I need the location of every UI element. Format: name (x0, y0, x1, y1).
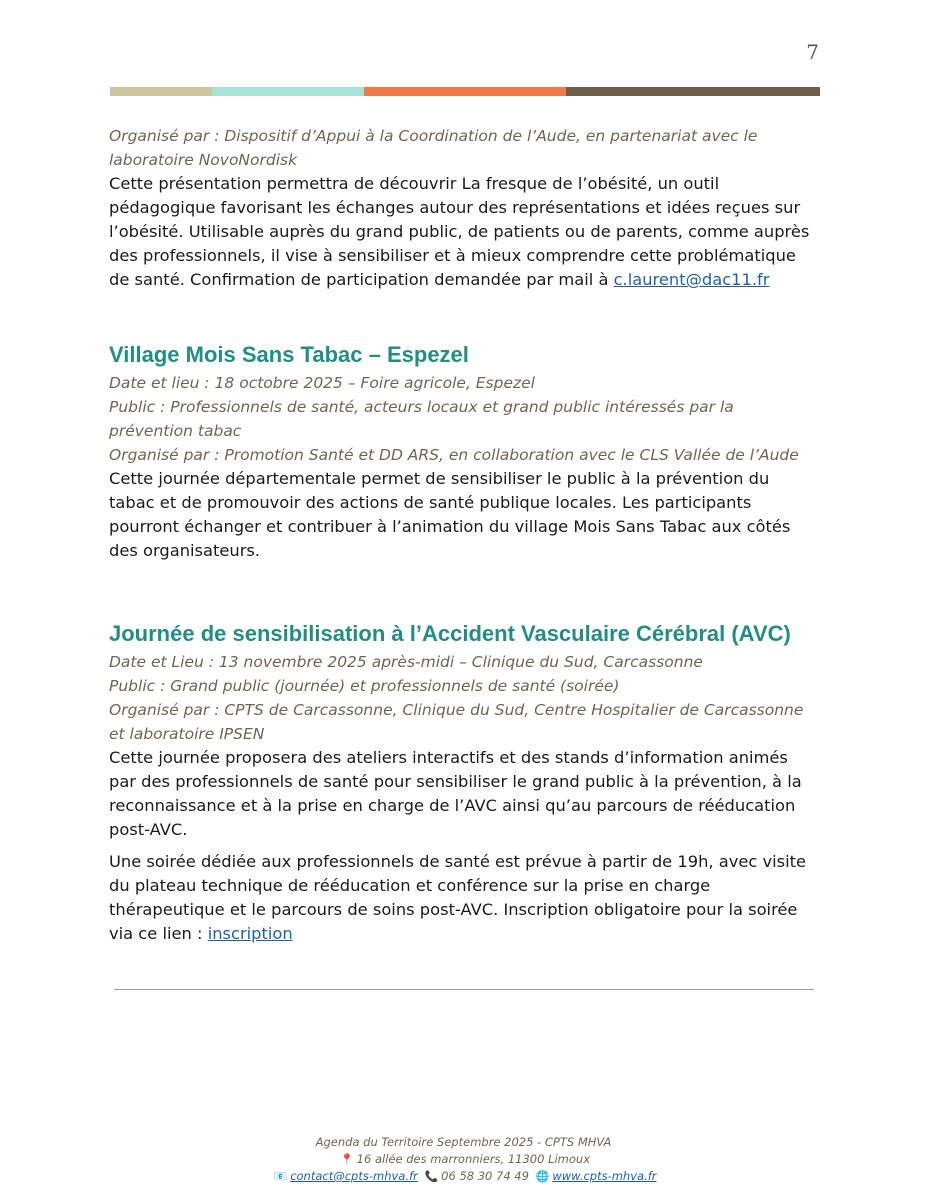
footer-address-text: 16 allée des marronniers, 11300 Limoux (356, 1152, 591, 1166)
event-public: Public : Grand public (journée) et professionnels de santé (soirée) (109, 677, 620, 695)
page-footer (0, 1134, 927, 1185)
page-content (109, 124, 817, 946)
footer-contacts (0, 1168, 927, 1185)
email-icon: 📧 (273, 1170, 288, 1183)
footer-website-link[interactable]: www.cpts-mhva.fr (552, 1169, 657, 1183)
color-bar-segment-brown (566, 87, 820, 96)
event-mois-sans-tabac (109, 341, 817, 563)
page-number: 7 (806, 40, 819, 64)
event-description: Cette journée proposera des ateliers interactifs et des stands d’information animés par des professionnels de santé pour sensibiliser le grand public à la prévention, à la reconnaissance et à la prise en charge de l’AVC ainsi qu’au parcours de rééducation post-AVC. (109, 748, 802, 839)
color-bar-segment-orange (364, 87, 566, 96)
email-link[interactable]: c.laurent@dac11.fr (613, 270, 770, 289)
header-color-bar (110, 87, 820, 96)
phone-icon: 📞 (424, 1170, 439, 1183)
event-organizer: Organisé par : CPTS de Carcassonne, Clinique du Sud, Centre Hospitalier de Carcassonne et laboratoire IPSEN (109, 701, 804, 743)
footer-title: Agenda du Territoire Septembre 2025 - CPTS MHVA (315, 1135, 612, 1149)
color-bar-segment-aqua (212, 87, 364, 96)
event-description: Cette journée départementale permet de sensibiliser le public à la prévention du tabac et de promouvoir des actions de santé publique locales. Les participants pourront échanger et contribuer à l’animation du village Mois Sans Tabac aux côtés des organisateurs. (109, 469, 791, 560)
footer-phone: 06 58 30 74 49 (441, 1169, 529, 1183)
event-organizer: Organisé par : Dispositif d’Appui à la Coordination de l’Aude, en partenariat avec le laboratoire NovoNordisk (109, 127, 758, 169)
event-public: Public : Professionnels de santé, acteurs locaux et grand public intéressés par la prévention tabac (109, 398, 734, 440)
event-date-location: Date et lieu : 18 octobre 2025 – Foire agricole, Espezel (109, 374, 535, 392)
event-avc (109, 620, 817, 946)
footer-divider (114, 989, 814, 990)
event-fresque-obesite (109, 124, 817, 292)
inscription-link[interactable]: inscription (207, 924, 293, 943)
footer-address (0, 1151, 927, 1168)
event-organizer: Organisé par : Promotion Santé et DD ARS, en collaboration avec le CLS Vallée de l’Aude (109, 446, 799, 464)
map-pin-icon: 📍 (339, 1153, 354, 1166)
event-description-evening (109, 850, 817, 946)
event-description (109, 172, 817, 292)
globe-icon: 🌐 (535, 1170, 550, 1183)
section-title: Village Mois Sans Tabac – Espezel (109, 342, 469, 367)
color-bar-segment-beige (110, 87, 212, 96)
footer-email-link[interactable]: contact@cpts-mhva.fr (290, 1169, 418, 1183)
section-title: Journée de sensibilisation à l’Accident Vasculaire Cérébral (AVC) (109, 621, 791, 646)
event-description-text: Cette présentation permettra de découvrir La fresque de l’obésité, un outil pédagogique favorisant les échanges autour des représentations et idées reçues sur l’obésité. Utilisable auprès du grand public, de patients ou de parents, comme auprès des professionnels, il vise à sensibiliser et à mieux comprendre cette problématique de santé. Confirmation de participation demandée par mail à (109, 174, 810, 289)
event-description-evening-text: Une soirée dédiée aux professionnels de santé est prévue à partir de 19h, avec visite du plateau technique de rééducation et conférence sur la prise en charge thérapeutique et le parcours de soins post-AVC. Inscription obligatoire pour la soirée via ce lien : (109, 852, 807, 943)
event-date-location: Date et Lieu : 13 novembre 2025 après-midi – Clinique du Sud, Carcassonne (109, 653, 703, 671)
